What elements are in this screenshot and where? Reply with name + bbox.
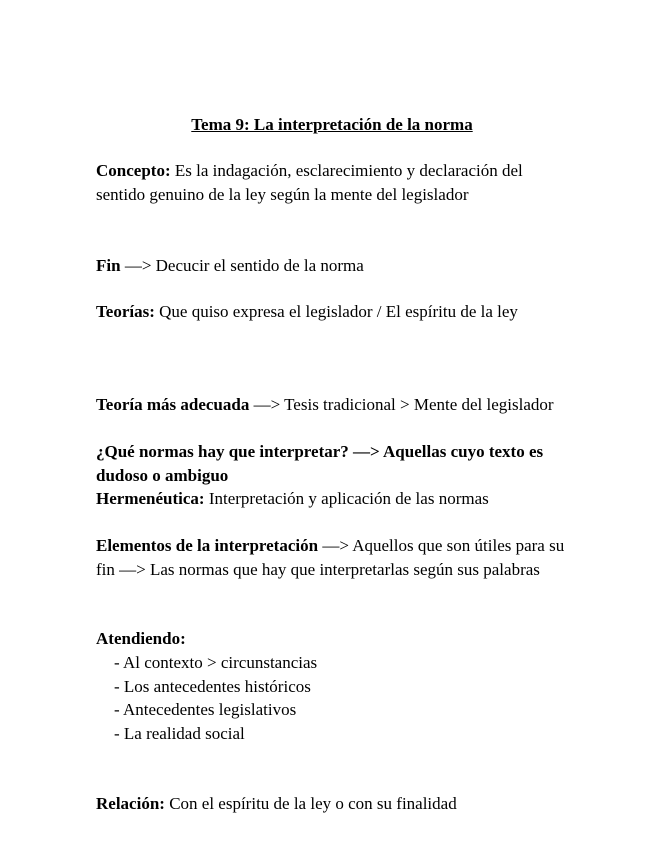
fin-paragraph (96, 254, 576, 278)
relacion-text: Con el espíritu de la ley o con su finalidad (164, 794, 457, 813)
list-item: - Los antecedentes históricos (114, 676, 311, 696)
relacion-label: Relación: (96, 794, 165, 813)
teoria-adecuada-text: —> Tesis tradicional > Mente del legislador (249, 395, 554, 414)
fin-text: —> Decucir el sentido de la norma (120, 256, 364, 275)
teoria-adecuada-label: Teoría más adecuada (96, 395, 250, 414)
teorias-text: Que quiso expresa el legislador / El espíritu de la ley (154, 302, 518, 321)
teoria-adecuada-paragraph (96, 393, 576, 417)
hermeneutica-label: Hermenéutica: (96, 489, 205, 508)
list-item: - Al contexto > circunstancias (114, 653, 318, 672)
fin-label: Fin (96, 256, 121, 275)
que-normas-paragraph: ¿Qué normas hay que interpretar? —> Aquellas cuyo texto es dudoso o ambiguo (96, 442, 544, 485)
atendiendo-list (114, 651, 554, 745)
elementos-label: Elementos de la interpretación (96, 536, 319, 555)
teorias-label: Teorías: (96, 302, 155, 321)
concepto-paragraph (96, 159, 576, 206)
concepto-text: Es la indagación, esclarecimiento y declaración del sentido genuino de la ley según la mente del legislador (96, 161, 523, 204)
list-item: - La realidad social (114, 723, 245, 743)
concepto-label: Concepto: (96, 161, 171, 180)
page-title: Tema 9: La interpretación de la norma (191, 115, 473, 134)
list-item: - Antecedentes legislativos (114, 700, 297, 719)
hermeneutica-text: Interpretación y aplicación de las normas (204, 489, 489, 508)
relacion-paragraph (96, 792, 576, 816)
teorias-paragraph (96, 300, 576, 324)
elementos-text: —> Aquellos que son útiles para su fin —> Las normas que hay que interpretarlas según sus palabras (96, 536, 565, 579)
atendiendo-label: Atendiendo: (96, 629, 186, 648)
hermeneutica-paragraph (96, 487, 576, 511)
elementos-paragraph (96, 534, 576, 581)
